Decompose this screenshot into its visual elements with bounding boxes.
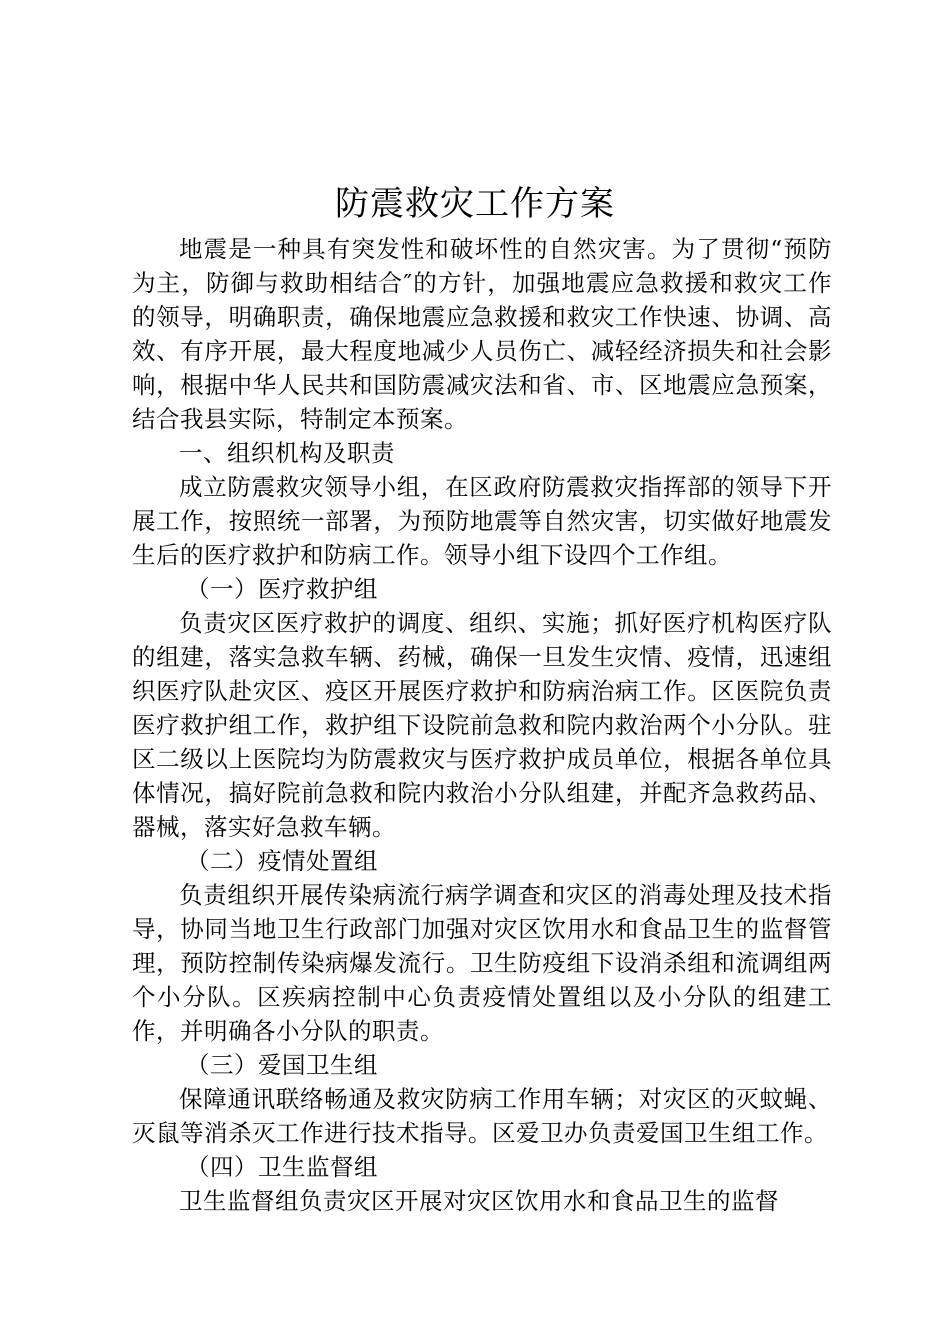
section-heading-organization: 一、组织机构及职责 bbox=[179, 439, 395, 467]
intro-paragraph: 地震是一种具有突发性和破坏性的自然灾害。为了贯彻“预防为主，防御与救助相结合″的方针，加强地震应急救援和救灾工作的领导，明确职责，确保地震应急救援和救灾工作快速、协调、高效、有序开展，最大程度地减少人员伤亡、减轻经济损失和社会影响，根据中华人民共和国防震减灾法和省、市、区地震应急预案，结合我县实际，特制定本预案。 bbox=[132, 235, 832, 433]
patriotic-health-paragraph: 保障通讯联络畅通及救灾防病工作用车辆；对灾区的灭蚊蝇、灭鼠等消杀灭工作进行技术指导。区爱卫办负责爱国卫生组工作。 bbox=[132, 1085, 832, 1147]
subsection-heading-patriotic-health: （三）爱国卫生组 bbox=[186, 1051, 379, 1079]
document-title: 防震救灾工作方案 bbox=[335, 184, 615, 224]
epidemic-paragraph: 负责组织开展传染病流行病学调查和灾区的消毒处理及技术指导，协同当地卫生行政部门加强对灾区饮用水和食品卫生的监督管理，预防控制传染病爆发流行。卫生防疫组下设消杀组和流调组两个小分队。区疾病控制中心负责疫情处置组以及小分队的组建工作，并明确各小分队的职责。 bbox=[132, 881, 832, 1045]
organization-paragraph: 成立防震救灾领导小组，在区政府防震救灾指挥部的领导下开展工作，按照统一部署，为预防地震等自然灾害，切实做好地震发生后的医疗救护和防病工作。领导小组下设四个工作组。 bbox=[132, 473, 832, 569]
medical-rescue-paragraph: 负责灾区医疗救护的调度、组织、实施；抓好医疗机构医疗队的组建，落实急救车辆、药械，确保一旦发生灾情、疫情，迅速组织医疗队赴灾区、疫区开展医疗救护和防病治病工作。区医院负责医疗救护组工作，救护组下设院前急救和院内救治两个小分队。驻区二级以上医院均为防震救灾与医疗救护成员单位，根据各单位具体情况，搞好院前急救和院内救治小分队组建，并配齐急救药品、器械，落实好急救车辆。 bbox=[132, 609, 832, 841]
health-supervision-paragraph: 卫生监督组负责灾区开展对灾区饮用水和食品卫生的监督 bbox=[179, 1187, 779, 1215]
document-body bbox=[132, 232, 832, 1218]
subsection-heading-health-supervision: （四）卫生监督组 bbox=[186, 1153, 379, 1181]
subsection-heading-epidemic: （二）疫情处置组 bbox=[186, 847, 379, 875]
subsection-heading-medical-rescue: （一）医疗救护组 bbox=[186, 575, 379, 603]
